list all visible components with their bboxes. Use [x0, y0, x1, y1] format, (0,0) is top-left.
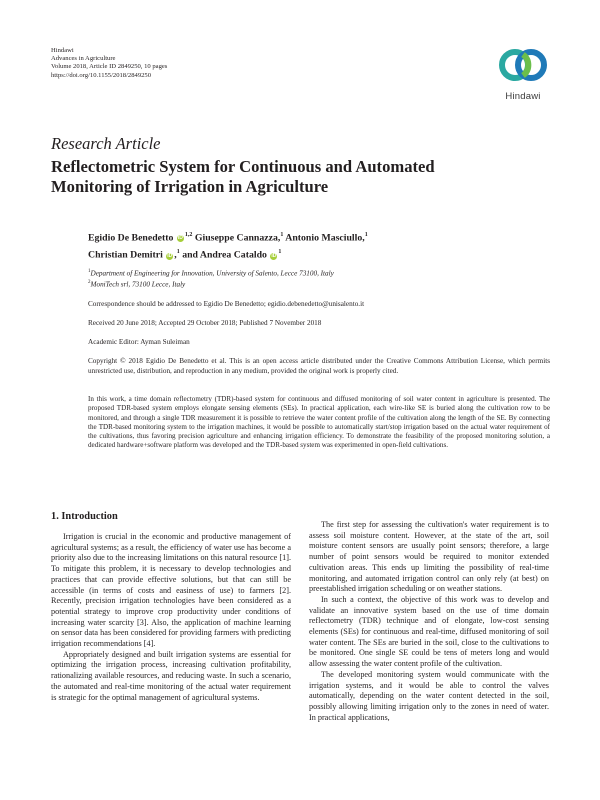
correspondence: Correspondence should be addressed to Egidio De Benedetto; egidio.debenedetto@unisalento.it [88, 299, 365, 308]
affiliation: $^2$MoniTech srl, 73100 Lecce, Italy [88, 280, 186, 289]
author-list: Egidio De Benedetto iD$^{1,2}$ Giuseppe Cannazza,$^1$ Antonio Masciullo,$^1$ Christian Demitri iD ,$^1$ and Andrea Cataldo $iD^1$ [88, 232, 368, 261]
article-type: Research Article [51, 134, 161, 153]
orcid-icon[interactable]: iD [271, 252, 277, 259]
paper-title: Reflectometric System for Continuous and Automated Monitoring of Irrigation in Agriculture [51, 157, 435, 196]
left-column [51, 511, 291, 703]
author-affil: 1 [278, 249, 282, 256]
doi-link[interactable]: https://doi.org/10.1155/2018/2849250 [51, 71, 152, 79]
volume-info: Volume 2018, Article ID 2849250, 10 pages [51, 63, 168, 71]
author-name[interactable]: Giuseppe Cannazza, [194, 232, 281, 244]
paragraph: The first step for assessing the cultivation's water requirement is to assess soil moisture content. However, at the state of the art, soil moisture content sensors are usually point sensors; therefore, a large number of point sensors would be required to monitor extended cultivation areas. This ends up limiting the possibility of real-time monitoring, and automated irrigation control can only rely (at best) on preestablished irrigation scheduling or on weather stations. [309, 520, 549, 594]
logo-wordmark: Hindawi [505, 91, 541, 102]
dates: Received 20 June 2018; Accepted 29 October 2018; Published 7 November 2018 [88, 318, 322, 327]
journal-name: Advances in Agriculture [51, 55, 116, 63]
author-affil: 1 [364, 232, 368, 238]
journal-info [51, 47, 167, 80]
author-name[interactable]: Antonio Masciullo, [285, 232, 365, 244]
author-name[interactable]: and Andrea Cataldo [182, 249, 267, 261]
copyright: Copyright © 2018 Egidio De Benedetto et al. This is an open access article distributed under the Creative Commons Attribution License, which permits unrestricted use, distribution, and reproduction in any medium, provided the original work is properly cited. [88, 357, 550, 375]
author-name[interactable]: Egidio De Benedetto [88, 232, 174, 244]
paragraph: Appropriately designed and built irrigation systems are essential for optimizing the irrigation process, increasing cultivation profitability, rationalizing available resources, and reducing waste. In such a scenario, the automated and real-time monitoring of the actual water requirement is strategic for the optimal management of agricultural systems. [51, 649, 291, 702]
front-matter [88, 228, 558, 376]
paragraph: Irrigation is crucial in the economic and productive management of agricultural systems; as a result, the efficiency of water use has become a priority also due to the increasing limitations on this natural resource [1]. To mitigate this problem, it is necessary to develop technologies and practices that can provide effective solutions, but that can still be accessible (in terms of costs and easiness of use) to farmers [2]. Recently, precision irrigation technologies have been considered as a potential strategy to improve crop productivity under conditions of increasing water scarcity [3]. Also, the application of machine learning on sensor data has been considered for providing farmers with predicting irrigation recommendations [4]. [51, 532, 291, 649]
publisher-name: Hindawi [51, 47, 74, 54]
author-affil: 1 [176, 249, 180, 256]
author-name[interactable]: Christian Demitri [88, 249, 163, 261]
affiliation: $^1$Department of Engineering for Innovation, University of Salento, Lecce 73100, Italy [88, 268, 334, 277]
orcid-icon[interactable]: iD [167, 252, 173, 259]
hindawi-logo [492, 40, 554, 106]
right-column [309, 520, 549, 723]
hindawi-logo-icon [492, 40, 554, 90]
section-heading: 1. Introduction [51, 511, 118, 522]
academic-editor: Academic Editor: Ayman Suleiman [88, 338, 190, 347]
abstract: In this work, a time domain reflectometry (TDR)-based system for continuous and diffused monitoring of soil water content in agriculture is presented. The proposed TDR-based system employs elongate sensing elements (SEs). In practical application, each wire-like SE is buried along the cultivation row to be monitored, and through a single TDR measurement it is possible to retrieve the water content profile of the cultivation along the length of the SE. By connecting the TDR-based monitoring system to the irrigation machines, it would be possible to automatically start/stop irrigation based on the actual water requirement of the cultivations, thus favoring precision agriculture and enhancing irrigation efficiency. To demonstrate the feasibility of the proposed monitoring solution, a dedicated hardware+software platform was developed and the TDR-based system was experimented in open-field cultivations. [88, 395, 550, 450]
paragraph: In such a context, the objective of this work was to develop and validate an innovative system based on the use of time domain reflectometry (TDR) technique and of elongate, low-cost sensing elements (SEs) for continuous and real-time, diffused monitoring of soil water content. The SEs are buried in the soil, close to the cultivations to be monitored. One single SE could be tens of meters long and would allow assessing the water content profile of the cultivation. [309, 594, 549, 669]
author-affil: 1,2 [184, 232, 193, 238]
paragraph: The developed monitoring system would communicate with the irrigation systems, and it would be able to control the valves automatically, depending on the water content detected in the soil, possibly allowing limiting irrigation only to the zones in need of water. In practical applications, [309, 669, 549, 722]
author-affil: 1 [280, 232, 284, 238]
orcid-icon[interactable]: iD [177, 235, 183, 242]
